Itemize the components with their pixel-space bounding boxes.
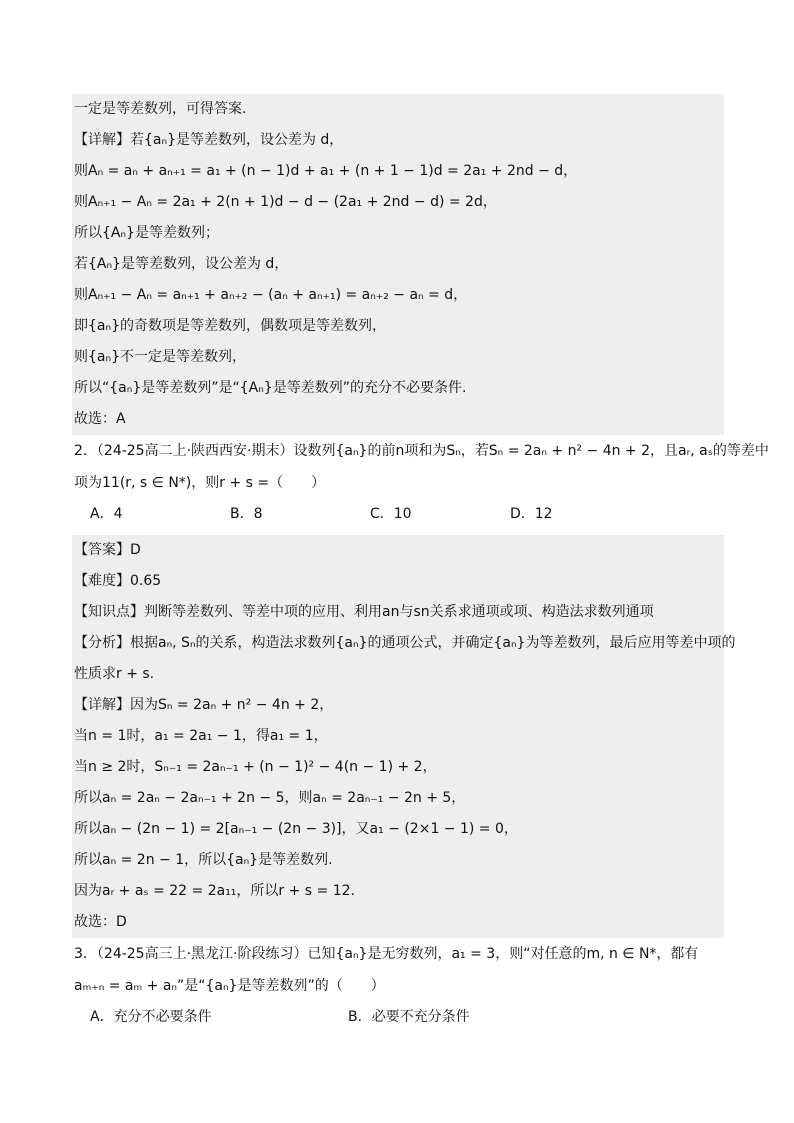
text-line: 所以aₙ = 2n − 1，所以{aₙ}是等差数列.	[74, 852, 333, 868]
text-line: 则Aₙ₊₁ − Aₙ = 2a₁ + 2(n + 1)d − d − (2a₁ + 2nd − d) = 2d，	[74, 194, 497, 210]
text-line: 【详解】若{aₙ}是等差数列，设公差为 d，	[74, 132, 344, 148]
text-line: 所以aₙ = 2aₙ − 2aₙ₋₁ + 2n − 5，则aₙ = 2aₙ₋₁ − 2n + 5，	[74, 790, 466, 806]
text-line: 当n = 1时，a₁ = 2a₁ − 1，得a₁ = 1，	[74, 728, 328, 744]
question-stem: 2．（24-25高二上·陕西西安·期末）设数列{aₙ}的前n项和为Sₙ，若Sₙ = 2aₙ + n² − 4n + 2，且aᵣ, aₛ的等差中	[74, 443, 769, 459]
text-line: 若{Aₙ}是等差数列，设公差为 d，	[74, 256, 289, 272]
document-page	[72, 94, 769, 1032]
text-line: 一定是等差数列，可得答案.	[74, 101, 247, 117]
text-line: 所以“{aₙ}是等差数列”是“{Aₙ}是等差数列”的充分不必要条件.	[74, 380, 467, 396]
option-a: A．4	[90, 506, 123, 522]
question-2	[72, 435, 769, 529]
answer-options	[72, 499, 724, 529]
option-c: C．10	[370, 506, 412, 522]
text-line: 故选：D	[74, 914, 127, 930]
text-line: 则Aₙ₊₁ − Aₙ = aₙ₊₁ + aₙ₊₂ − (aₙ + aₙ₊₁) = aₙ₊₂ − aₙ = d，	[74, 287, 468, 303]
text-line: 则{aₙ}不一定是等差数列，	[74, 349, 246, 365]
text-line: 当n ≥ 2时，Sₙ₋₁ = 2aₙ₋₁ + (n − 1)² − 4(n − 1) + 2，	[74, 759, 437, 775]
text-line: 【难度】0.65	[74, 573, 162, 589]
option-a: A．充分不必要条件	[90, 1009, 212, 1025]
text-line: 【答案】D	[74, 542, 141, 558]
text-line: 【详解】因为Sₙ = 2aₙ + n² − 4n + 2，	[74, 697, 334, 713]
option-b: B．必要不充分条件	[348, 1009, 470, 1025]
question-stem: aₘ₊ₙ = aₘ + aₙ”是“{aₙ}是等差数列”的（ ）	[74, 978, 385, 994]
question-stem: 项为11(r, s ∈ N*)，则r + s =（ ）	[74, 475, 326, 491]
question-stem: 3．（24-25高三上·黑龙江·阶段练习）已知{aₙ}是无穷数列，a₁ = 3，则“对任意的m, n ∈ N*，都有	[74, 946, 699, 962]
text-line: 【知识点】判断等差数列、等差中项的应用、利用an与sn关系求通项或项、构造法求数列通项	[74, 604, 654, 620]
text-line: 性质求r + s.	[74, 666, 155, 682]
text-line: 因为aᵣ + aₛ = 22 = 2a₁₁，所以r + s = 12.	[74, 883, 355, 899]
text-line: 所以aₙ − (2n − 1) = 2[aₙ₋₁ − (2n − 3)]，又a₁ − (2×1 − 1) = 0，	[74, 821, 518, 837]
solution-block-q2	[72, 535, 736, 938]
text-line: 所以{Aₙ}是等差数列；	[74, 225, 219, 241]
solution-block-q1	[72, 94, 724, 435]
option-b: B．8	[230, 506, 263, 522]
question-3	[72, 938, 724, 1032]
text-line: 【分析】根据aₙ, Sₙ的关系，构造法求数列{aₙ}的通项公式，并确定{aₙ}为等差数列，最后应用等差中项的	[74, 635, 736, 651]
answer-options	[72, 1002, 724, 1032]
text-line: 则Aₙ = aₙ + aₙ₊₁ = a₁ + (n − 1)d + a₁ + (n + 1 − 1)d = 2a₁ + 2nd − d，	[74, 163, 578, 179]
text-line: 故选：A	[74, 411, 126, 427]
text-line: 即{aₙ}的奇数项是等差数列，偶数项是等差数列，	[74, 318, 386, 334]
option-d: D．12	[510, 506, 553, 522]
